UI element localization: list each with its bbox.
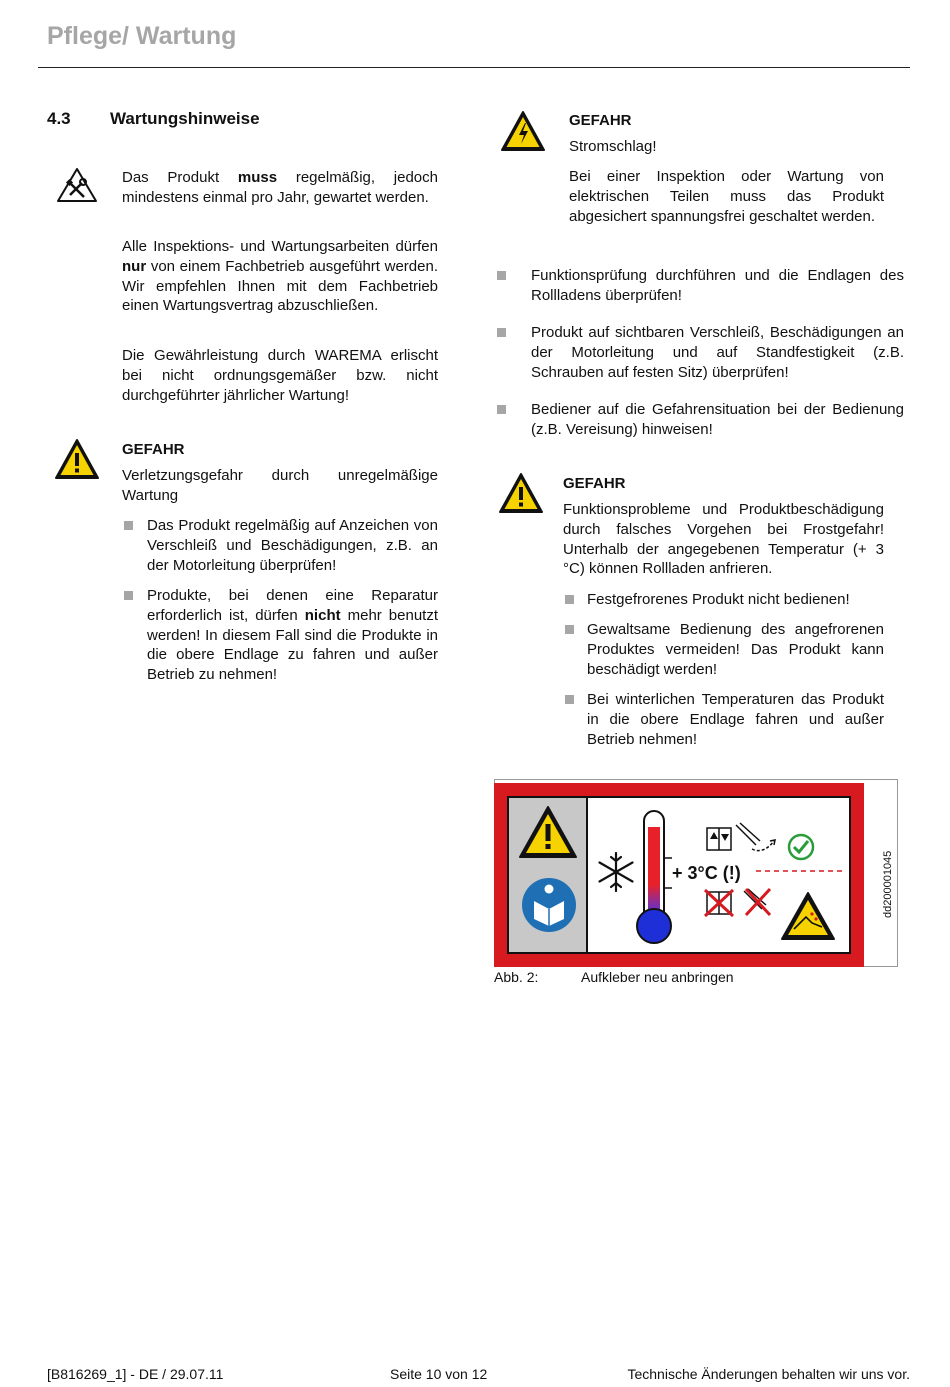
switch-ok-icon — [707, 828, 731, 850]
figure-caption-text: Aufkleber neu anbringen — [581, 969, 734, 985]
danger-text: Verletzungsgefahr durch unregelmäßige Wartung — [122, 467, 438, 504]
header-divider — [38, 67, 910, 68]
footer-page-number: Seite 10 von 12 — [390, 1366, 488, 1382]
bullet-square-icon — [497, 328, 506, 337]
footer-document-id: [B816269_1] - DE / 29.07.11 — [47, 1366, 224, 1382]
bullet-square-icon — [124, 591, 133, 600]
section-number: 4.3 — [47, 109, 71, 128]
bullet-square-icon — [497, 405, 506, 414]
switch-blocked-icon — [705, 890, 733, 916]
maintenance-tools-icon — [56, 167, 98, 208]
danger-text: Bei einer Inspektion oder Wartung von elektrischen Teilen muss das Produkt abgesichert spannungsfrei geschaltet werden. — [569, 168, 884, 225]
intro-paragraph-3: Die Gewährleistung durch WAREMA erlischt bei nicht ordnungsgemäßer bzw. nicht durchgeführter jährlicher Wartung! — [122, 347, 438, 404]
checkmark-icon — [789, 835, 813, 859]
danger-heading: GEFAHR — [122, 441, 185, 458]
frost-warning-sticker — [494, 783, 864, 972]
electric-shock-warning-icon — [500, 110, 546, 157]
danger-heading: GEFAHR — [563, 475, 626, 492]
figure-code — [882, 888, 902, 918]
danger-heading: GEFAHR — [569, 112, 632, 129]
figure-caption-label: Abb. 2: — [494, 969, 539, 985]
general-warning-icon — [498, 472, 544, 519]
section-title: Wartungshinweise — [110, 109, 260, 128]
bullet-square-icon — [124, 521, 133, 530]
sticker-temperature-label: + 3°C (!) — [672, 863, 741, 883]
read-manual-icon — [522, 878, 576, 932]
general-warning-icon — [54, 438, 100, 485]
intro-paragraph-1: Das Produkt muss regelmäßig, jedoch mindestens einmal pro Jahr, gewartet werden. — [122, 169, 438, 206]
bullet-square-icon — [497, 271, 506, 280]
bullet-square-icon — [565, 625, 574, 634]
intro-paragraph-2: Alle Inspektions- und Wartungsarbeiten dürfen nur von einem Fachbetrieb ausgeführt werden. Wir empfehlen Ihnen mit dem Fachbetrieb einen Wartungsvertrag abzuschließen. — [122, 238, 438, 315]
danger-text: Funktionsprobleme und Produktbeschädigung durch falsches Vorgehen bei Frostgefahr! Unterhalb der angegebenen Temperatur (+ 3 °C) können Rollladen anfrieren. — [563, 501, 884, 578]
page-header-title: Pflege/ Wartung — [47, 22, 237, 50]
bullet-square-icon — [565, 695, 574, 704]
danger-subtitle: Stromschlag! — [569, 138, 657, 155]
bullet-square-icon — [565, 595, 574, 604]
footer-disclaimer: Technische Änderungen behalten wir uns vor. — [627, 1366, 910, 1382]
